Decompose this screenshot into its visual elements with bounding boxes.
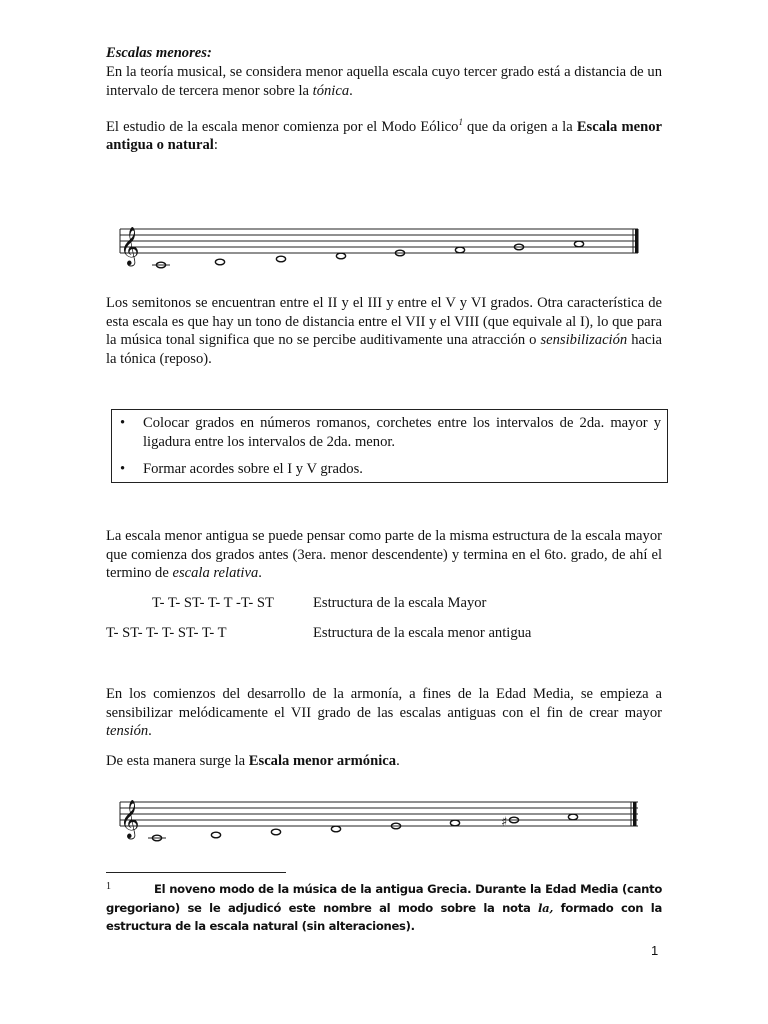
bullet-icon: • (120, 461, 126, 477)
bullet-icon: • (120, 415, 126, 431)
exercise-item: • Formar acordes sobre el I y V grados. (120, 461, 363, 477)
footnote-rule (106, 872, 286, 873)
exercise-item: • Colocar grados en números romanos, corchetes entre los intervalos de 2da. mayor y ligadura entre los intervalos de 2da. menor. (120, 415, 661, 450)
exercise-box (111, 409, 668, 483)
paragraph-semitonos: Los semitonos se encuentran entre el II y el III y entre el V y VI grados. Otra característica de esta escala es que hay un tono de distancia entre el VII y el VIII (que equivale al I), lo que para la música tonal significa que no se percibe auditivamente una atracción o sensibilización hacia la tónica (reposo). (106, 295, 662, 367)
paragraph-escala-armonica: De esta manera surge la Escala menor armónica. (106, 753, 400, 769)
footnote: 1 El noveno modo de la música de la antigua Grecia. Durante la Edad Media (canto gregoriano) se le adjudicó este nombre al modo sobre la nota la, formado con la estructura de la escala natural (sin alteraciones). (106, 880, 662, 936)
footnote-ref: 1 (458, 117, 463, 127)
paragraph-intro: En la teoría musical, se considera menor aquella escala cuyo tercer grado está a distancia de un intervalo de tercera menor sobre la tónica. (106, 64, 662, 99)
structure-label-mayor: Estructura de la escala Mayor (313, 595, 487, 611)
page-number: 1 (651, 943, 659, 958)
paragraph-armonia: En los comienzos del desarrollo de la armonía, a fines de la Edad Media, se empieza a sensibilizar melódicamente el VII grado de las escalas antiguas con el fin de crear mayor tensión. (106, 686, 662, 739)
structure-pattern-menor: T- ST- T- T- ST- T- T (106, 625, 227, 641)
structure-label-menor: Estructura de la escala menor antigua (313, 625, 532, 641)
treble-clef-icon: 𝄞 (120, 799, 140, 838)
section-heading: Escalas menores: (106, 45, 212, 61)
structure-pattern-mayor: T- T- ST- T- T -T- ST (152, 595, 274, 611)
staff-escala-natural (106, 214, 646, 274)
treble-clef-icon: 𝄞 (120, 226, 140, 265)
paragraph-escala-relativa: La escala menor antigua se puede pensar como parte de la misma estructura de la escala mayor que comienza dos grados antes (3era. menor descendente) y termina en el 6to. grado, de ahí el termino de escala relativa. (106, 528, 662, 581)
staff-escala-armonica (106, 787, 646, 847)
footnote-mark: 1 (106, 881, 111, 892)
sharp-icon: ♯ (501, 815, 508, 830)
paragraph-modo-eolico: El estudio de la escala menor comienza por el Modo Eólico$^1$ que da origen a la Escala menor antigua o natural: (106, 117, 662, 154)
